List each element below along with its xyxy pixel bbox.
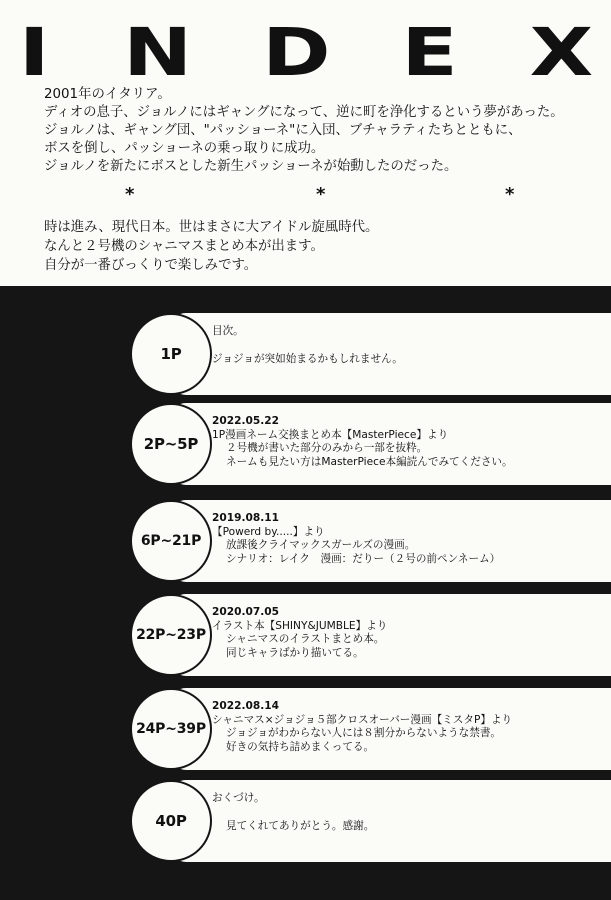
toc-entry-text xyxy=(212,700,605,754)
title-letter: D xyxy=(262,14,331,91)
title-letter: I xyxy=(18,14,50,91)
toc-date: 2019.08.11 xyxy=(212,512,280,524)
toc-entry xyxy=(130,403,611,485)
intro-paragraph-2 xyxy=(44,218,584,275)
title-letter: E xyxy=(401,14,459,91)
toc-line: ネームも見たい方はMasterPiece本編読んでみてください。 xyxy=(226,455,513,468)
toc-line: ジョジョがわからない人には８割分からないような禁書。 xyxy=(226,727,502,739)
toc-entry-pages: 2P~5P xyxy=(130,403,212,485)
toc-entry xyxy=(130,688,611,770)
toc-line: ２号機が書いた部分のみから一部を抜粋。 xyxy=(226,442,428,454)
index-title xyxy=(18,14,594,91)
separator-star: * xyxy=(316,184,326,205)
title-letter: N xyxy=(123,14,193,91)
toc-line: 目次。 xyxy=(212,325,244,337)
toc-line: ジョジョが突如始まるかもしれません。 xyxy=(212,352,403,365)
toc-entry-text xyxy=(212,606,605,660)
toc-entry-text xyxy=(212,415,605,469)
toc-entry-pages: 6P~21P xyxy=(130,500,212,582)
toc-date: 2022.05.22 xyxy=(212,415,280,427)
toc-line: おくづけ。 xyxy=(212,792,265,804)
separator xyxy=(0,184,611,208)
toc-line: シャニマス×ジョジョ５部クロスオーバー漫画【ミスタP】より xyxy=(212,713,513,726)
toc-line: 好きの気持ち詰めまくってる。 xyxy=(226,740,375,753)
intro-line: ジョルノは、ギャング団、"パッショーネ"に入団、ブチャラティたちとともに、 xyxy=(44,123,522,138)
toc-line: シャニマスのイラストまとめ本。 xyxy=(226,633,385,645)
separator-star: * xyxy=(125,184,135,205)
intro-line: 自分が一番びっくりで楽しみです。 xyxy=(44,258,258,273)
toc-line: 1P漫画ネーム交換まとめ本【MasterPiece】より xyxy=(212,428,449,441)
toc-entry-text xyxy=(212,792,605,833)
intro-line: ディオの息子、ジョルノにはギャングになって、逆に町を浄化するという夢があった。 xyxy=(44,105,564,120)
intro-line: ジョルノを新たにボスとした新生パッショーネが始動したのだった。 xyxy=(44,159,458,174)
toc-entry xyxy=(130,594,611,676)
title-letter: X xyxy=(529,14,594,91)
intro-line: 時は進み、現代日本。世はまさに大アイドル旋風時代。 xyxy=(44,220,379,235)
toc-entry xyxy=(130,780,611,862)
toc-line: 同じキャラばかり描いてる。 xyxy=(226,646,364,659)
separator-star: * xyxy=(505,184,515,205)
toc-line: イラスト本【SHINY&JUMBLE】より xyxy=(212,619,388,632)
toc-entry-text xyxy=(212,512,605,566)
intro-line: 2001年のイタリア。 xyxy=(44,87,171,102)
intro-line: なんと２号機のシャニマスまとめ本が出ます。 xyxy=(44,239,324,254)
toc-date: 2020.07.05 xyxy=(212,606,280,618)
toc-entry-pages: 24P~39P xyxy=(130,688,212,770)
toc-entry-text xyxy=(212,325,605,366)
toc-line: シナリオ：レイク 漫画：だりー（２号の前ペンネーム） xyxy=(226,552,501,565)
toc-entry-pages: 1P xyxy=(130,313,212,395)
toc-line: 見てくれてありがとう。感謝。 xyxy=(226,819,375,832)
toc-entry-pages: 40P xyxy=(130,780,212,862)
toc-line: 【Powerd by.....】より xyxy=(212,525,325,538)
toc-line: 放課後クライマックスガールズの漫画。 xyxy=(226,539,416,551)
intro-paragraph xyxy=(44,86,584,176)
toc-entry-pages: 22P~23P xyxy=(130,594,212,676)
toc-date: 2022.08.14 xyxy=(212,700,280,712)
toc-entry xyxy=(130,500,611,582)
toc-entry xyxy=(130,313,611,395)
intro-line: ボスを倒し、パッショーネの乗っ取りに成功。 xyxy=(44,141,325,156)
